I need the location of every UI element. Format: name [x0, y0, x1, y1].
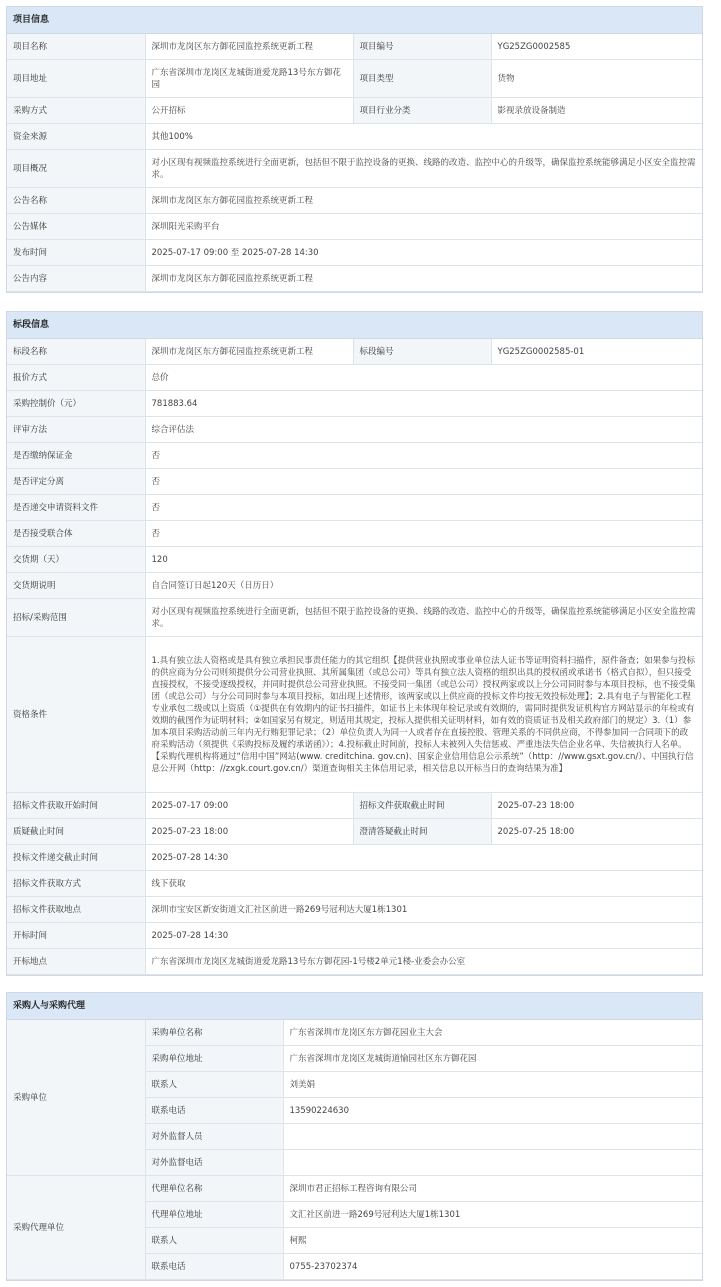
lot-info-section: [6, 311, 703, 976]
lot-name-label: 标段名称: [7, 339, 145, 365]
lot-info-table: [7, 339, 702, 975]
control-price-label: 采购控制价（元）: [7, 391, 145, 417]
notice-name-value: 深圳市龙岗区东方御花园监控系统更新工程: [145, 188, 702, 214]
project-type-value: 货物: [491, 60, 702, 98]
delivery-desc-label: 交货期说明: [7, 573, 145, 599]
consortium-value: 否: [145, 521, 702, 547]
consortium-label: 是否接受联合体: [7, 521, 145, 547]
project-address-label: 项目地址: [7, 60, 145, 98]
buyer-phone-label: 联系电话: [145, 1098, 283, 1124]
bid-end-label: 投标文件递交截止时间: [7, 845, 145, 871]
notice-media-label: 公告媒体: [7, 214, 145, 240]
project-address-value: 广东省深圳市龙岗区龙城街道爱龙路13号东方御花园: [145, 60, 353, 98]
agent-contact-value: 柯熙: [283, 1228, 702, 1254]
lot-code-label: 标段编号: [353, 339, 491, 365]
notice-media-value: 深圳阳光采购平台: [145, 214, 702, 240]
open-time-label: 开标时间: [7, 923, 145, 949]
fund-source-label: 资金来源: [7, 124, 145, 150]
doc-way-label: 招标文件获取方式: [7, 871, 145, 897]
clarify-end-value: 2025-07-25 18:00: [491, 819, 702, 845]
agent-name-label: 代理单位名称: [145, 1176, 283, 1202]
buyer-address-label: 采购单位地址: [145, 1046, 283, 1072]
supervisor-value: [283, 1124, 702, 1150]
project-code-value: YG25ZG0002585: [491, 34, 702, 60]
notice-content-value: 深圳市龙岗区东方御花园监控系统更新工程: [145, 266, 702, 292]
eval-method-label: 评审方法: [7, 417, 145, 443]
quote-method-value: 总价: [145, 365, 702, 391]
bid-end-value: 2025-07-28 14:30: [145, 845, 702, 871]
buyer-contact-value: 刘美娟: [283, 1072, 702, 1098]
quote-method-label: 报价方式: [7, 365, 145, 391]
query-end-label: 质疑截止时间: [7, 819, 145, 845]
project-info-section: [6, 6, 703, 293]
deposit-label: 是否缴纳保证金: [7, 443, 145, 469]
notice-content-label: 公告内容: [7, 266, 145, 292]
control-price-value: 781883.64: [145, 391, 702, 417]
agent-phone-label: 联系电话: [145, 1254, 283, 1280]
parties-table: [7, 1020, 702, 1280]
project-name-label: 项目名称: [7, 34, 145, 60]
publish-time-label: 发布时间: [7, 240, 145, 266]
buyer-name-label: 采购单位名称: [145, 1020, 283, 1046]
procurement-method-label: 采购方式: [7, 98, 145, 124]
delivery-days-value: 120: [145, 547, 702, 573]
industry-value: 影视录放设备制造: [491, 98, 702, 124]
buyer-group-label: 采购单位: [7, 1020, 145, 1176]
doc-start-value: 2025-07-17 09:00: [145, 793, 353, 819]
doc-place-value: 深圳市宝安区新安街道文汇社区前进一路269号冠利达大厦1栋1301: [145, 897, 702, 923]
publish-time-value: 2025-07-17 09:00 至 2025-07-28 14:30: [145, 240, 702, 266]
notice-name-label: 公告名称: [7, 188, 145, 214]
agent-contact-label: 联系人: [145, 1228, 283, 1254]
doc-end-label: 招标文件获取截止时间: [353, 793, 491, 819]
project-info-table: [7, 34, 702, 292]
lot-name-value: 深圳市龙岗区东方御花园监控系统更新工程: [145, 339, 353, 365]
doc-start-label: 招标文件获取开始时间: [7, 793, 145, 819]
delivery-desc-value: 自合同签订日起120天（日历日）: [145, 573, 702, 599]
eval-method-value: 综合评估法: [145, 417, 702, 443]
query-end-value: 2025-07-23 18:00: [145, 819, 353, 845]
open-place-value: 广东省深圳市龙岗区龙城街道爱龙路13号东方御花园-1号楼2单元1楼-业委会办公室: [145, 949, 702, 975]
doc-end-value: 2025-07-23 18:00: [491, 793, 702, 819]
buyer-name-value: 广东省深圳市龙岗区东方御花园业主大会: [283, 1020, 702, 1046]
doc-place-label: 招标文件获取地点: [7, 897, 145, 923]
section-title: 标段信息: [7, 312, 702, 339]
supervisor-label: 对外监督人员: [145, 1124, 283, 1150]
open-time-value: 2025-07-28 14:30: [145, 923, 702, 949]
section-title: 采购人与采购代理: [7, 993, 702, 1020]
scope-label: 招标/采购范围: [7, 599, 145, 637]
procurement-method-value: 公开招标: [145, 98, 353, 124]
buyer-contact-label: 联系人: [145, 1072, 283, 1098]
qualification-label: 资格条件: [7, 637, 145, 793]
project-code-label: 项目编号: [353, 34, 491, 60]
scope-value: 对小区现有视频监控系统进行全面更新，包括但不限于监控设备的更换、线路的改造、监控中心的升级等，确保监控系统能够满足小区安全监控需求。: [145, 599, 702, 637]
buyer-phone-value: 13590224630: [283, 1098, 702, 1124]
lot-code-value: YG25ZG0002585-01: [491, 339, 702, 365]
agent-phone-value: 0755-23702374: [283, 1254, 702, 1280]
project-name-value: 深圳市龙岗区东方御花园监控系统更新工程: [145, 34, 353, 60]
apply-docs-label: 是否递交申请资料文件: [7, 495, 145, 521]
clarify-end-label: 澄清答疑截止时间: [353, 819, 491, 845]
qualification-value: 1.具有独立法人资格或是具有独立承担民事责任能力的其它组织【提供营业执照或事业单位法人证书等证明资料扫描件，原件备查；如果参与投标的供应商为分公司则须提供分公司营业执照、其所属集团（或总公司）等具有独立法人资格的组织出具的授权函或承诺书（格式自拟），但只接受直接授权，不接受逐级授权，并同时提供总公司营业执照。不接受同一集团（或总公司）授权两家或以上分公司同时参与本项目投标，也不接受集团（或总公司）与分公司同时参与本项目投标，如出现上述情形，该两家或以上供应商的投标文件均按无效投标处理】；2.具有电子与智能化工程专业承包二级或以上资质（①提供在有效期内的证书扫描件，如证书上未体现年检记录或有效期的，需同时提供发证机构官方网站显示的年检或有效期的截图作为证明材料；②如国家另有规定，则适用其规定，投标人提供相关证明材料，如有效的资质证书及相关政府部门的规定）3.（1）参加本项目采购活动前三年内无行贿犯罪记录；（2）单位负责人为同一人或者存在直接控股、管理关系的不同供应商，不得参加同一合同项下的政府采购活动（须提供《采购投标及履约承诺函》）；4.投标截止时间前，投标人未被列入失信惩戒、严重违法失信企业名单、失信被执行人名单。【采购代理机构将通过“信用中国”网站(www. creditchina. gov.cn)、国家企业信用信息公示系统”（http：//www.gsxt.gov.cn/）、中国执行信息公开网（http：//zxgk.court.gov.cn/）渠道查询相关主体信用记录，相关信息以开标当日的查询结果为准】: [145, 637, 702, 793]
eval-separate-value: 否: [145, 469, 702, 495]
apply-docs-value: 否: [145, 495, 702, 521]
supervisor-phone-label: 对外监督电话: [145, 1150, 283, 1176]
open-place-label: 开标地点: [7, 949, 145, 975]
agent-address-label: 代理单位地址: [145, 1202, 283, 1228]
overview-label: 项目概况: [7, 150, 145, 188]
project-type-label: 项目类型: [353, 60, 491, 98]
doc-way-value: 线下获取: [145, 871, 702, 897]
supervisor-phone-value: [283, 1150, 702, 1176]
deposit-value: 否: [145, 443, 702, 469]
section-title: 项目信息: [7, 7, 702, 34]
fund-source-value: 其他100%: [145, 124, 702, 150]
delivery-days-label: 交货期（天）: [7, 547, 145, 573]
buyer-address-value: 广东省深圳市龙岗区龙城街道愉园社区东方御花园: [283, 1046, 702, 1072]
overview-value: 对小区现有视频监控系统进行全面更新，包括但不限于监控设备的更换、线路的改造、监控中心的升级等，确保监控系统能够满足小区安全监控需求。: [145, 150, 702, 188]
agent-group-label: 采购代理单位: [7, 1176, 145, 1280]
parties-section: [6, 992, 703, 1281]
eval-separate-label: 是否评定分离: [7, 469, 145, 495]
agent-address-value: 文汇社区前进一路269号冠利达大厦1栋1301: [283, 1202, 702, 1228]
agent-name-value: 深圳市君正招标工程咨询有限公司: [283, 1176, 702, 1202]
industry-label: 项目行业分类: [353, 98, 491, 124]
